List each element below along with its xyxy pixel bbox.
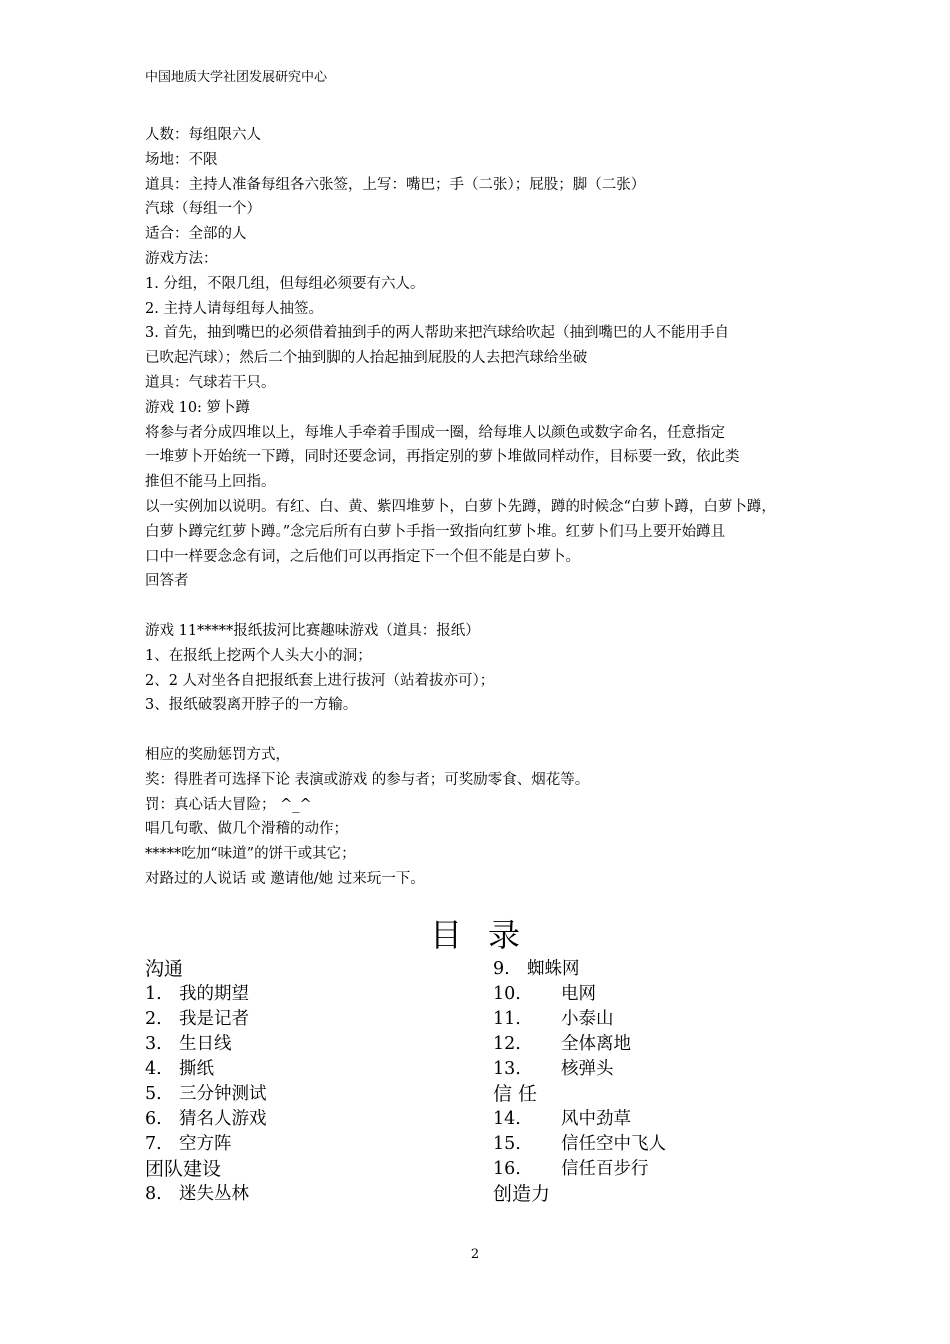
toc-entry-label: 我的期望 [179,984,249,1004]
text-line: 回答者 [145,573,189,590]
toc-entry [493,1057,823,1082]
text-line: 游戏 11*****报纸拔河比赛趣味游戏（道具：报纸） [145,622,480,639]
text-line: 以一实例加以说明。有红、白、黄、紫四堆萝卜，白萝卜先蹲，蹲的时候念“白萝卜蹲，白萝卜蹲， [145,498,776,515]
toc-entry-number: 13. [493,1059,521,1079]
text-line: *****吃加“味道”的饼干或其它； [145,846,356,863]
toc-heading-label: 团队建设 [145,1158,222,1180]
toc-column-right [493,957,823,1207]
toc-entry [493,1032,823,1057]
toc-heading-label: 信 任 [493,1083,538,1105]
toc-entry [145,1057,465,1082]
toc-entry-number: 8. [145,1184,162,1204]
blank-line [145,594,815,619]
page-number: 2 [470,1247,480,1262]
toc-heading-label: 沟通 [145,958,184,980]
toc-entry-label: 撕纸 [179,1059,214,1079]
text-line: 口中一样要念念有词，之后他们可以再指定下一个但不能是白萝卜。 [145,548,580,565]
text-line: 游戏 10: 箩卜蹲 [145,399,251,416]
toc-entry [145,1182,465,1207]
toc-entry [493,982,823,1007]
text-line: 3. 首先，抽到嘴巴的必须借着抽到手的两人帮助来把汽球给吹起（抽到嘴巴的人不能用手自 [145,325,729,342]
text-line: 2、2 人对坐各自把报纸套上进行拔河（站着拔亦可）； [145,672,495,689]
text-line: 对路过的人说话 或 邀请他/她 过来玩一下。 [145,870,425,887]
text-line: 汽球（每组一个） [145,201,261,218]
toc-entry [145,1132,465,1157]
text-line: 场地：不限 [145,151,218,168]
toc-section-heading [493,1082,823,1107]
text-line: 1、在报纸上挖两个人头大小的洞； [145,647,372,664]
text-line: 罚：真心话大冒险； ^_^ [145,796,312,813]
toc-entry [493,957,823,982]
blank-line [145,718,815,743]
text-line: 3、报纸破裂离开脖子的一方输。 [145,697,358,714]
text-line: 一堆萝卜开始统一下蹲，同时还要念词，再指定别的萝卜堆做同样动作，目标要一致，依此类 [145,449,740,466]
toc-entry [493,1107,823,1132]
page-header: 中国地质大学社团发展研究中心 [145,70,328,85]
toc-entry-label: 我是记者 [179,1009,249,1029]
toc-heading-label: 创造力 [493,1183,551,1205]
toc-entry-number: 5. [145,1084,162,1104]
text-line: 道具：主持人准备每组各六张签，上写：嘴巴；手（二张）；屁股；脚（二张） [145,176,646,193]
text-line: 唱几句歌、做几个滑稽的动作； [145,821,348,838]
text-line: 1. 分组，不限几组，但每组必须要有六人。 [145,275,425,292]
toc-entry-label: 生日线 [179,1034,232,1054]
toc-entry-label: 空方阵 [179,1134,232,1154]
toc-entry [493,1157,823,1182]
toc-entry-label: 三分钟测试 [179,1084,267,1104]
toc-entry-label: 猜名人游戏 [179,1109,267,1129]
toc-entry-number: 11. [493,1009,521,1029]
toc-entry [145,1007,465,1032]
toc-entry-number: 3. [145,1034,162,1054]
toc-section-heading [493,1182,823,1207]
text-line: 人数：每组限六人 [145,127,261,143]
toc-entry-number: 9. [493,959,510,979]
toc-entry-label: 全体离地 [561,1034,631,1054]
toc-entry-label: 小泰山 [561,1009,614,1029]
toc-entry-label: 蜘蛛网 [527,959,580,979]
text-line: 白萝卜蹲完红萝卜蹲。”念完后所有白萝卜手指一致指向红萝卜堆。红萝卜们马上要开始蹲且 [145,523,726,540]
toc-entry-label: 信任百步行 [561,1159,649,1179]
toc-entry-number: 4. [145,1059,162,1079]
text-line: 推但不能马上回指。 [145,474,276,491]
toc-entry [493,1132,823,1157]
toc-entry-number: 2. [145,1009,162,1029]
toc-section-heading [145,957,465,982]
toc-entry [145,982,465,1007]
toc-entry-label: 迷失丛林 [179,1184,249,1204]
toc-entry-label: 信任空中飞人 [561,1134,666,1154]
document-body [145,123,815,892]
toc-entry-label: 电网 [561,984,596,1004]
toc-column-left [145,957,465,1207]
toc-entry [145,1107,465,1132]
toc-entry-number: 7. [145,1134,162,1154]
toc-title: 目录 [429,916,546,954]
toc-entry-label: 核弹头 [561,1059,614,1079]
toc-entry-number: 12. [493,1034,521,1054]
toc-entry-number: 10. [493,984,521,1004]
text-line: 适合：全部的人 [145,226,247,243]
text-line: 奖：得胜者可选择下论 表演或游戏 的参与者；可奖励零食、烟花等。 [145,771,590,788]
toc-entry-number: 16. [493,1159,521,1179]
toc-entry [493,1007,823,1032]
text-line: 道具：气球若干只。 [145,374,276,391]
text-line: 2. 主持人请每组每人抽签。 [145,300,323,317]
toc-entry [145,1032,465,1057]
toc-entry-number: 6. [145,1109,162,1129]
text-line: 游戏方法： [145,250,218,267]
toc-entry-number: 15. [493,1134,521,1154]
text-line: 将参与者分成四堆以上，每堆人手牵着手围成一圈，给每堆人以颜色或数字命名，任意指定 [145,424,725,441]
toc-section-heading [145,1157,465,1182]
text-line: 已吹起汽球）；然后二个抽到脚的人抬起抽到屁股的人去把汽球给坐破 [145,350,588,367]
text-line: 相应的奖励惩罚方式， [145,746,290,763]
toc-entry-label: 风中劲草 [561,1109,631,1129]
toc-entry [145,1082,465,1107]
toc-entry-number: 1. [145,984,162,1004]
toc-entry-number: 14. [493,1109,521,1129]
